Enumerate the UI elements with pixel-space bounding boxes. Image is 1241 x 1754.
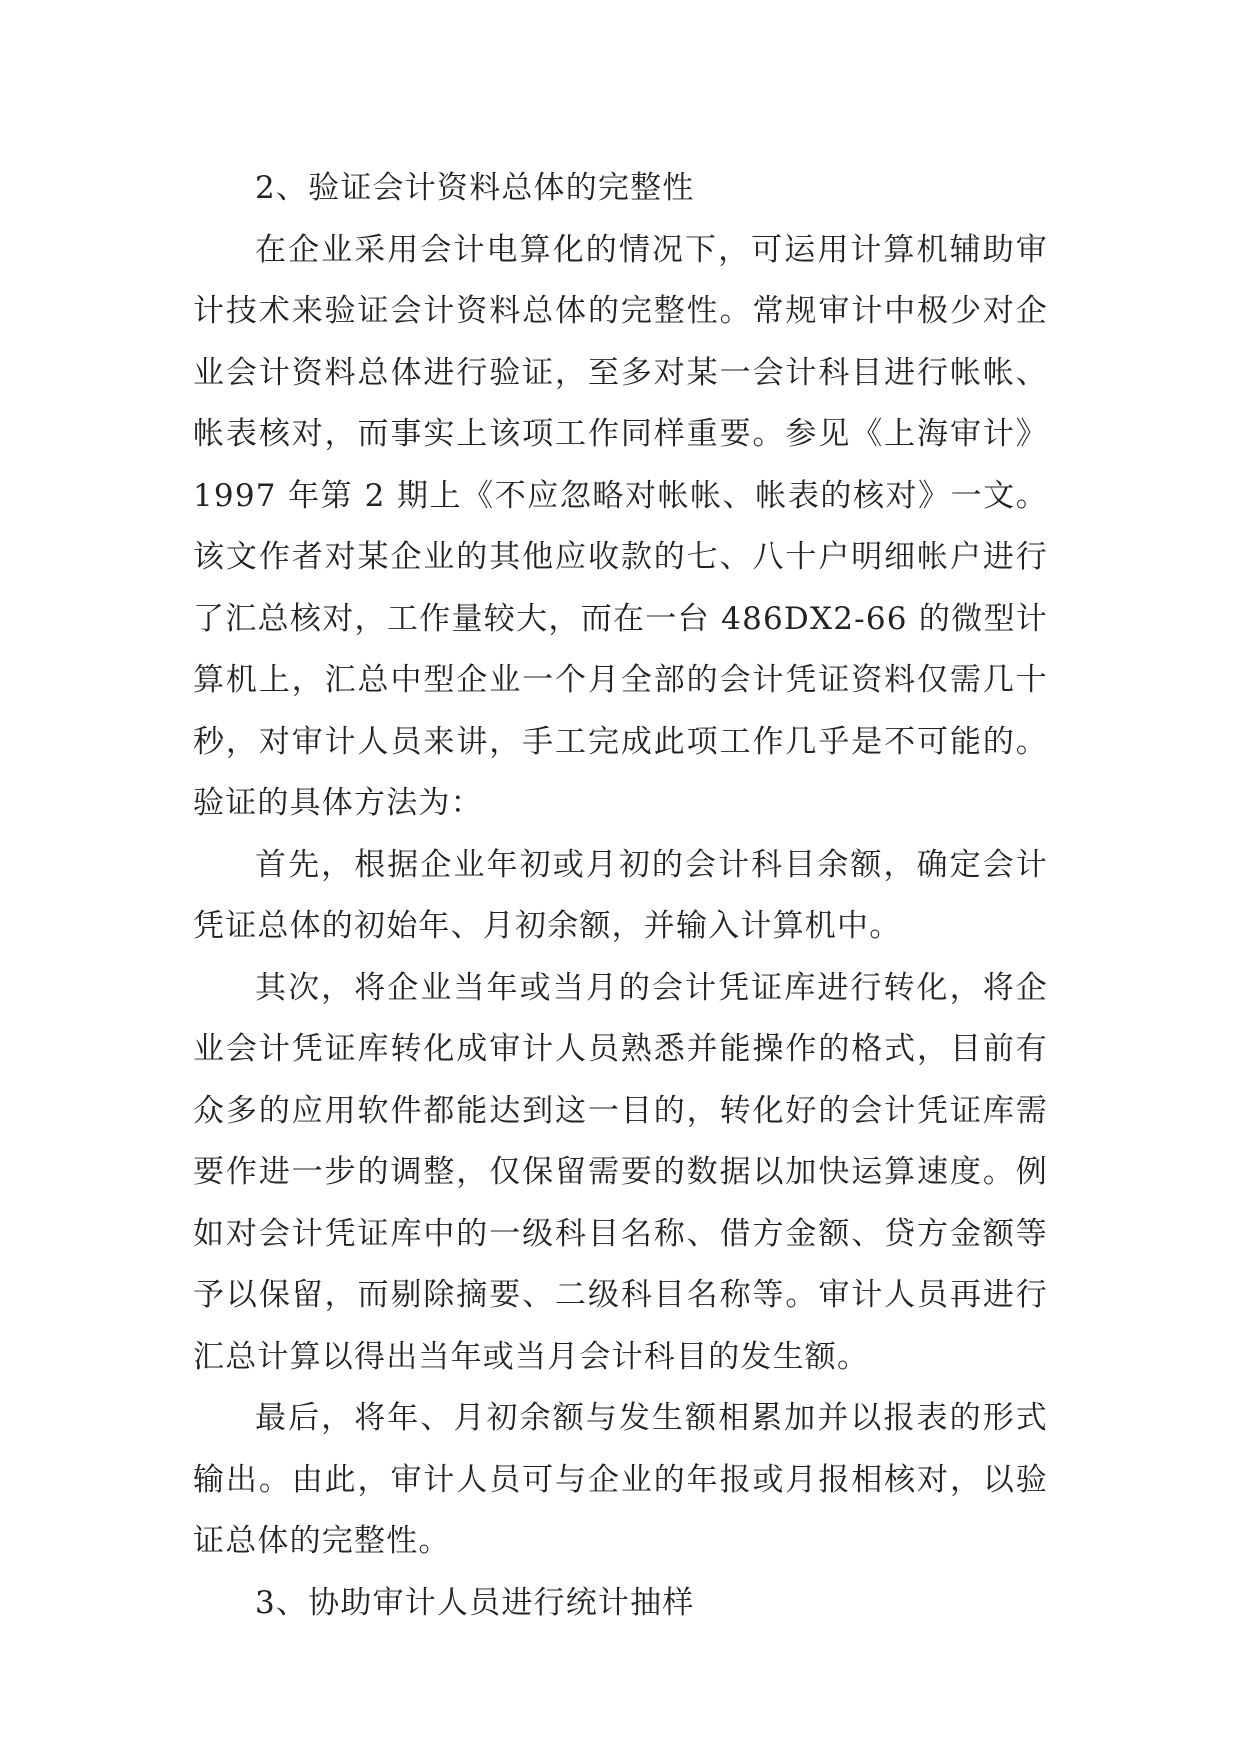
document-body [193, 158, 1048, 1634]
paragraph-step-first: 首先，根据企业年初或月初的会计科目余额，确定会计凭证总体的初始年、月初余额，并输入计算机中。 [193, 846, 1048, 944]
paragraph-step-last: 最后，将年、月初余额与发生额相累加并以报表的形式输出。由此，审计人员可与企业的年报或月报相核对，以验证总体的完整性。 [193, 1400, 1048, 1559]
section-heading-2: 2、验证会计资料总体的完整性 [255, 170, 695, 206]
paragraph-step-second: 其次，将企业当年或当月的会计凭证库进行转化，将企业会计凭证库转化成审计人员熟悉并能操作的格式，目前有众多的应用软件都能达到这一目的，转化好的会计凭证库需要作进一步的调整，仅保留需要的数据以加快运算速度。例如对会计凭证库中的一级科目名称、借方金额、贷方金额等予以保留，而剔除摘要、二级科目名称等。审计人员再进行汇总计算以得出当年或当月会计科目的发生额。 [193, 969, 1048, 1375]
section-heading-3: 3、协助审计人员进行统计抽样 [255, 1584, 695, 1621]
paragraph-intro: 在企业采用会计电算化的情况下，可运用计算机辅助审计技术来验证会计资料总体的完整性。常规审计中极少对企业会计资料总体进行验证，至多对某一会计科目进行帐帐、帐表核对，而事实上该项工作同样重要。参见《上海审计》1997 年第 2 期上《不应忽略对帐帐、帐表的核对》一文。该文作者对某企业的其他应收款的七、八十户明细帐户进行了汇总核对，工作量较大，而在一台 486DX2-66 的微型计算机上，汇总中型企业一个月全部的会计凭证资料仅需几十秒，对审计人员来讲，手工完成此项工作几乎是不可能的。验证的具体方法为： [193, 231, 1048, 821]
